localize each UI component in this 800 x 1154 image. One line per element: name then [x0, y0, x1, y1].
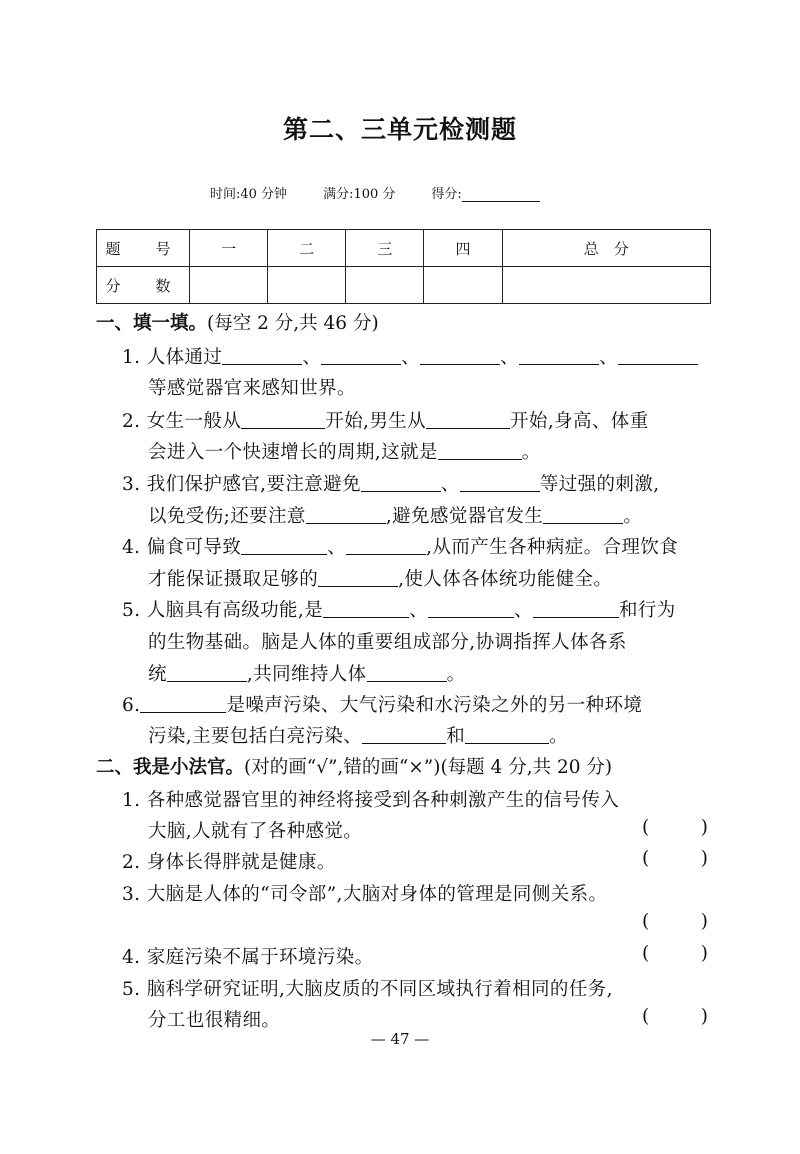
q1-line-2: 等感觉器官来感知世界。 — [148, 378, 356, 399]
q3-text: 。 — [623, 506, 643, 527]
answer-blank[interactable] — [460, 473, 540, 492]
q3-text: 、 — [440, 474, 460, 495]
answer-parentheses[interactable] — [642, 817, 708, 838]
answer-blank[interactable] — [428, 599, 514, 618]
paren-close: ) — [700, 911, 708, 932]
answer-blank[interactable] — [321, 346, 401, 365]
answer-blank[interactable] — [306, 505, 386, 524]
table-cell: 一 — [190, 230, 268, 267]
table-cell: 分 数 — [97, 267, 190, 304]
q6-line-2 — [148, 722, 748, 748]
time-label: 时间:40 分钟 — [210, 187, 288, 202]
paren-close: ) — [700, 1006, 708, 1027]
table-cell: 题 号 — [97, 230, 190, 267]
tf-q5-line-1: 5. 脑科学研究证明,大脑皮质的不同区域执行着相同的任务, — [122, 979, 613, 1000]
q6-line-1 — [122, 691, 722, 717]
score-input-cell[interactable] — [268, 267, 346, 304]
answer-blank[interactable] — [533, 599, 619, 618]
score-table-score-row — [97, 267, 711, 304]
q5-text: 。 — [446, 664, 466, 685]
answer-blank[interactable] — [618, 346, 698, 365]
answer-blank[interactable] — [519, 346, 599, 365]
section-1-title: 一、填一填。 — [96, 313, 208, 334]
q2-text: 开始,身高、体重 — [510, 411, 649, 432]
table-cell: 三 — [346, 230, 424, 267]
exam-meta — [210, 183, 540, 202]
q5-line-3 — [148, 660, 748, 686]
paren-open: ( — [642, 911, 650, 932]
answer-blank[interactable] — [222, 346, 302, 365]
answer-blank[interactable] — [346, 536, 426, 555]
page-number: — 47 — — [370, 1030, 430, 1048]
q5-text: 和行为 — [618, 600, 676, 621]
q2-text: 2. 女生一般从 — [122, 411, 242, 432]
answer-blank[interactable] — [241, 536, 327, 555]
score-input-cell[interactable] — [424, 267, 502, 304]
q5-line-2: 的生物基础。脑是人体的重要组成部分,协调指挥人体各系 — [148, 632, 627, 653]
q5-text: 统 — [148, 664, 167, 685]
score-label: 得分: — [431, 187, 462, 202]
answer-blank[interactable] — [140, 694, 226, 713]
q2-line-2 — [148, 438, 748, 464]
q6-text: 是噪声污染、大气污染和水污染之外的另一种环境 — [226, 695, 643, 716]
answer-parentheses[interactable] — [642, 1006, 708, 1027]
tf-q4-line: 4. 家庭污染不属于环境污染。 — [122, 947, 374, 968]
answer-parentheses[interactable] — [642, 848, 708, 869]
paren-close: ) — [700, 943, 708, 964]
score-input-cell[interactable] — [346, 267, 424, 304]
separator: 、 — [401, 347, 421, 368]
answer-blank[interactable] — [426, 410, 510, 429]
q4-line-1 — [122, 533, 722, 559]
tf-q3-line: 3. 大脑是人体的“司令部”,大脑对身体的管理是同侧关系。 — [122, 884, 608, 905]
q3-text: 以免受伤;还要注意 — [148, 506, 306, 527]
tf-q1-line-2: 大脑,人就有了各种感觉。 — [148, 821, 363, 842]
table-cell: 二 — [268, 230, 346, 267]
q5-text: 、 — [514, 600, 533, 621]
separator: 、 — [599, 347, 618, 368]
answer-blank[interactable] — [420, 346, 500, 365]
answer-blank[interactable] — [323, 599, 409, 618]
q1-line-1 — [122, 343, 722, 369]
paren-open: ( — [642, 817, 650, 838]
q2-line-1 — [122, 407, 722, 433]
q6-text: 。 — [549, 726, 568, 747]
page-title: 第二、三单元检测题 — [282, 115, 517, 144]
score-input-cell[interactable] — [502, 267, 710, 304]
score-blank[interactable] — [462, 187, 540, 202]
q2-text: 开始,男生从 — [325, 411, 427, 432]
q3-text: 等过强的刺激, — [539, 474, 660, 495]
q3-line-1 — [122, 470, 722, 496]
q2-text: 会进入一个快速增长的周期,这就是 — [148, 442, 438, 463]
paren-close: ) — [700, 848, 708, 869]
answer-blank[interactable] — [167, 663, 247, 682]
answer-blank[interactable] — [318, 568, 398, 587]
score-field — [431, 183, 539, 202]
answer-blank[interactable] — [438, 441, 522, 460]
paren-open: ( — [642, 848, 650, 869]
q6-text: 6. — [122, 695, 141, 716]
paren-close: ) — [700, 817, 708, 838]
full-score-label: 满分:100 分 — [323, 187, 396, 202]
q5-text: ,共同维持人体 — [246, 664, 367, 685]
q3-text: 3. 我们保护感官,要注意避免 — [122, 474, 361, 495]
q2-text: 。 — [521, 442, 541, 463]
answer-blank[interactable] — [465, 725, 549, 744]
separator: 、 — [302, 347, 322, 368]
section-1-note: (每空 2 分,共 46 分) — [207, 313, 379, 334]
q6-text: 污染,主要包括白亮污染、 — [148, 726, 363, 747]
answer-parentheses[interactable] — [642, 943, 708, 964]
q6-text: 和 — [446, 726, 466, 747]
q4-text: 才能保证摄取足够的 — [148, 569, 319, 590]
q4-text: 、 — [327, 537, 347, 558]
separator: 、 — [500, 347, 520, 368]
answer-blank[interactable] — [367, 663, 447, 682]
section-2-note: (对的画“√”,错的画“×”)(每题 4 分,共 20 分) — [244, 757, 613, 778]
paren-open: ( — [642, 943, 650, 964]
q4-text: ,使人体各体统功能健全。 — [398, 569, 613, 590]
q4-text: ,从而产生各种病症。合理饮食 — [426, 537, 679, 558]
q4-line-2 — [148, 565, 748, 591]
q4-text: 4. 偏食可导致 — [122, 537, 242, 558]
section-2-title: 二、我是小法官。 — [96, 757, 245, 778]
table-cell: 总 分 — [502, 230, 710, 267]
score-input-cell[interactable] — [190, 267, 268, 304]
q3-text: ,避免感觉器官发生 — [385, 506, 544, 527]
q5-text: 、 — [409, 600, 429, 621]
answer-parentheses[interactable] — [642, 911, 708, 932]
score-table — [96, 229, 711, 304]
answer-blank[interactable] — [241, 410, 325, 429]
answer-blank[interactable] — [361, 473, 441, 492]
tf-q1-line-1: 1. 各种感觉器官里的神经将接受到各种刺激产生的信号传入 — [122, 790, 620, 811]
section-2-heading — [96, 753, 612, 779]
section-1-heading — [96, 309, 379, 335]
table-cell: 四 — [424, 230, 502, 267]
q5-text: 5. 人脑具有高级功能,是 — [122, 600, 324, 621]
tf-q5-line-2: 分工也很精细。 — [148, 1010, 281, 1031]
answer-blank[interactable] — [543, 505, 623, 524]
score-table-header-row — [97, 230, 711, 267]
tf-q2-line: 2. 身体长得胖就是健康。 — [122, 852, 336, 873]
answer-blank[interactable] — [362, 725, 446, 744]
q1-text: 1. 人体通过 — [122, 347, 223, 368]
paren-open: ( — [642, 1006, 650, 1027]
q3-line-2 — [148, 502, 748, 528]
q5-line-1 — [122, 596, 722, 622]
